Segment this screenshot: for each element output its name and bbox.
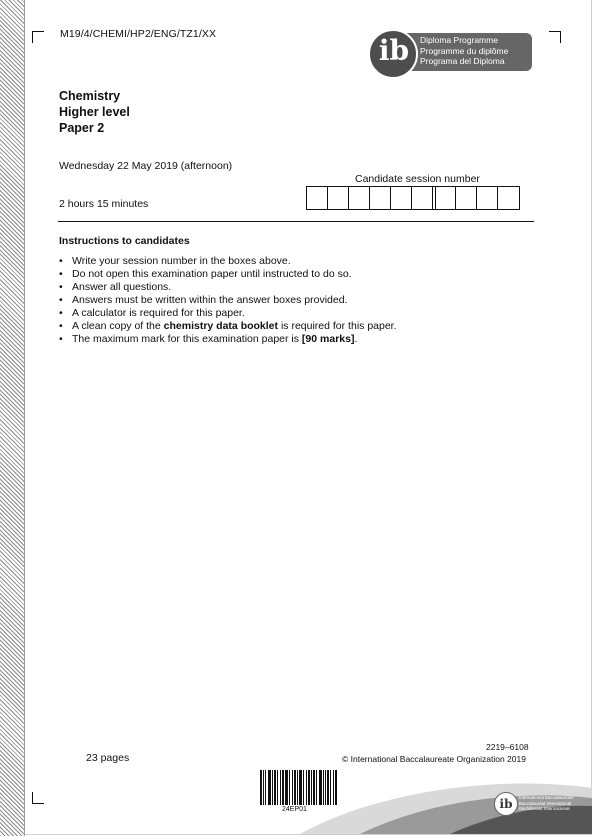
subject-title: Chemistry (59, 89, 121, 103)
ib-logo-line: Programme du diplôme (420, 45, 509, 56)
barcode-label: 24EP01 (282, 806, 307, 813)
session-digit-box[interactable] (498, 187, 519, 209)
barcode-bar (306, 770, 307, 805)
barcode-bar (274, 770, 276, 805)
ib-footer-logo-line: Bachillerato Internacional (519, 806, 570, 811)
barcode-bar (292, 770, 293, 805)
ib-footer-logo-icon: ib (494, 792, 518, 816)
exam-code: M19/4/CHEMI/HP2/ENG/TZ1/XX (60, 28, 217, 40)
binding-edge (0, 0, 25, 836)
ib-logo-text (420, 35, 508, 67)
barcode-bar (303, 770, 304, 805)
barcode-bar (265, 770, 266, 805)
barcode-bar (313, 770, 315, 805)
ib-logo-line: Diploma Programme (420, 35, 498, 45)
instruction-item: • Answers must be written within the answer boxes provided. (59, 294, 397, 307)
ib-footer-logo-line: International Baccalaureate (519, 795, 574, 800)
barcode-bar (327, 770, 329, 805)
barcode-bar (289, 770, 290, 805)
candidate-session-boxes[interactable] (306, 186, 520, 210)
instruction-item: • The maximum mark for this examination paper is [90 marks]. (59, 333, 397, 346)
barcode-bar (272, 770, 273, 805)
instruction-item: • Write your session number in the boxes above. (59, 255, 397, 268)
paper-reference: 2219–6108 (486, 742, 529, 752)
crop-mark-top-right (549, 31, 561, 43)
barcode-bar (268, 770, 271, 805)
paper-title (59, 88, 130, 136)
candidate-session-label: Candidate session number (355, 173, 480, 185)
instruction-item: • Answer all questions. (59, 281, 397, 294)
divider (58, 221, 534, 222)
instruction-emphasis: [90 marks] (301, 333, 355, 345)
barcode-bar (280, 770, 281, 805)
barcode-bar (282, 770, 284, 805)
barcode-bar (263, 770, 264, 805)
barcode-bar (330, 770, 331, 805)
barcode-bar (294, 770, 296, 805)
session-digit-box[interactable] (412, 187, 433, 209)
session-digit-box[interactable] (349, 187, 370, 209)
session-digit-box[interactable] (307, 187, 328, 209)
barcode-bar (333, 770, 334, 805)
barcode-bar (285, 770, 288, 805)
ib-footer-logo-text (519, 795, 574, 812)
session-digit-box[interactable] (328, 187, 349, 209)
page-count: 23 pages (86, 752, 130, 764)
copyright-notice: © International Baccalaureate Organization 2019 (342, 754, 526, 764)
session-digit-box[interactable] (391, 187, 412, 209)
barcode-bar (299, 770, 302, 805)
level-title: Higher level (59, 105, 130, 119)
paper-number: Paper 2 (59, 121, 105, 135)
barcode-bar (297, 770, 298, 805)
ib-logo-letters: ib (378, 34, 410, 67)
session-digit-box[interactable] (435, 187, 456, 209)
exam-duration: 2 hours 15 minutes (59, 198, 149, 210)
instructions-list (59, 255, 397, 346)
barcode-bar (316, 770, 317, 805)
crop-mark-bottom-left (32, 792, 44, 804)
instructions-heading: Instructions to candidates (59, 235, 190, 247)
exam-date: Wednesday 22 May 2019 (afternoon) (59, 160, 233, 172)
ib-logo-line: Programa del Diploma (420, 56, 505, 66)
barcode-bar (335, 770, 337, 805)
barcode-bar (260, 770, 262, 805)
instruction-item: • Do not open this examination paper until instructed to do so. (59, 268, 397, 281)
instruction-emphasis: chemistry data booklet (163, 320, 279, 332)
barcode-bar (323, 770, 324, 805)
session-digit-box[interactable] (477, 187, 498, 209)
ib-footer-logo-line: Baccalauréat International (519, 800, 572, 806)
instruction-item: • A calculator is required for this paper. (59, 307, 397, 320)
session-digit-box[interactable] (370, 187, 391, 209)
instruction-item: • A clean copy of the chemistry data booklet is required for this paper. (59, 320, 397, 333)
barcode-bar (277, 770, 278, 805)
barcode-bar (308, 770, 310, 805)
barcode-bar (311, 770, 312, 805)
barcode-bar (319, 770, 322, 805)
crop-mark-top-left (32, 31, 44, 43)
barcode-bar (325, 770, 326, 805)
session-digit-box[interactable] (456, 187, 477, 209)
barcode (260, 770, 338, 805)
